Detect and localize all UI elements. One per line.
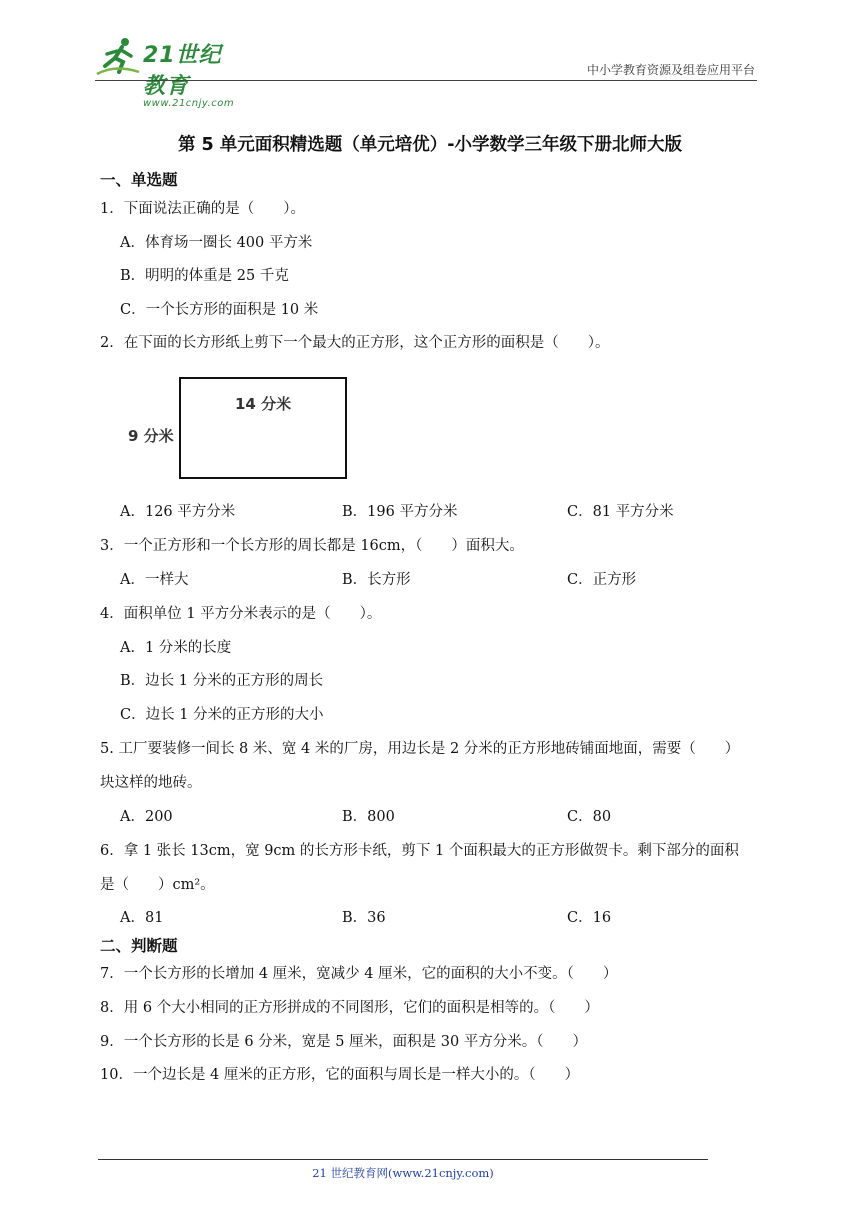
page-title: 第 5 单元面积精选题（单元培优）-小学数学三年级下册北师大版 — [177, 135, 683, 155]
question-9-stem: 9．一个长方形的长是 6 分米，宽是 5 厘米，面积是 30 平方分米。（ ） — [100, 1034, 588, 1050]
question-6-option-b: B．36 — [342, 910, 386, 926]
footer-divider — [98, 1159, 708, 1160]
logo-url: www.21cnjy.com — [143, 98, 235, 109]
question-1-option-b: B．明明的体重是 25 千克 — [120, 268, 289, 284]
footer-text: 21 世纪教育网(www.21cnjy.com) — [312, 1166, 494, 1180]
question-3-option-b: B．长方形 — [342, 572, 411, 588]
question-2-option-b: B．196 平方分米 — [342, 504, 458, 520]
question-7-stem: 7．一个长方形的长增加 4 厘米，宽减少 4 厘米，它的面积的大小不变。（ ） — [100, 966, 618, 982]
rectangle-figure — [126, 373, 356, 485]
question-1-option-a: A．体育场一圈长 400 平方米 — [120, 235, 313, 251]
question-5-stem-line-1: 5. 工厂要装修一间长 8 米、宽 4 米的厂房，用边长是 2 分米的正方形地砖铺面地面，需要（ ） — [100, 741, 740, 757]
question-5-option-b: B．800 — [342, 809, 395, 825]
question-5-stem-line-2: 块这样的地砖。 — [100, 775, 202, 791]
question-1-option-c: C．一个长方形的面积是 10 米 — [120, 302, 319, 318]
question-1-stem: 1．下面说法正确的是（ ）。 — [100, 201, 305, 217]
rectangle-width-label: 9 分米 — [128, 427, 174, 445]
page-header — [95, 30, 757, 109]
header-divider — [95, 80, 757, 81]
question-10-stem: 10．一个边长是 4 厘米的正方形，它的面积与周长是一样大小的。（ ） — [100, 1067, 580, 1083]
question-6-stem-line-1: 6．拿 1 张长 13cm，宽 9cm 的长方形卡纸，剪下 1 个面积最大的正方形做贺卡。剩下部分的面积 — [100, 843, 739, 859]
question-3-stem: 3．一个正方形和一个长方形的周长都是 16cm，（ ）面积大。 — [100, 538, 524, 554]
question-4-stem: 4．面积单位 1 平方分米表示的是（ ）。 — [100, 606, 382, 622]
runner-logo-icon — [95, 36, 141, 76]
question-6-option-c: C．16 — [567, 910, 612, 926]
section-heading-true-false: 二、判断题 — [100, 937, 178, 955]
site-logo — [95, 36, 235, 109]
question-6-stem-line-2: 是（ ）cm²。 — [100, 877, 215, 893]
header-tagline: 中小学教育资源及组卷应用平台 — [586, 63, 755, 77]
section-heading-single-choice: 一、单选题 — [100, 171, 178, 189]
question-6-option-a: A．81 — [120, 910, 164, 926]
question-4-option-a: A．1 分米的长度 — [120, 640, 232, 656]
question-3-option-a: A．一样大 — [120, 572, 189, 588]
question-3-option-c: C．正方形 — [567, 572, 637, 588]
logo-title: 21世纪教育 — [143, 43, 222, 99]
question-2-option-a: A．126 平方分米 — [120, 504, 236, 520]
question-4-option-b: B．边长 1 分米的正方形的周长 — [120, 673, 324, 689]
rectangle-length-label: 14 分米 — [235, 395, 292, 413]
question-8-stem: 8．用 6 个大小相同的正方形拼成的不同图形，它们的面积是相等的。（ ） — [100, 1000, 599, 1016]
question-2-option-c: C．81 平方分米 — [567, 504, 674, 520]
question-5-option-a: A．200 — [120, 809, 173, 825]
question-4-option-c: C．边长 1 分米的正方形的大小 — [120, 707, 324, 723]
question-2-stem: 2．在下面的长方形纸上剪下一个最大的正方形，这个正方形的面积是（ ）。 — [100, 335, 610, 351]
question-5-option-c: C．80 — [567, 809, 612, 825]
